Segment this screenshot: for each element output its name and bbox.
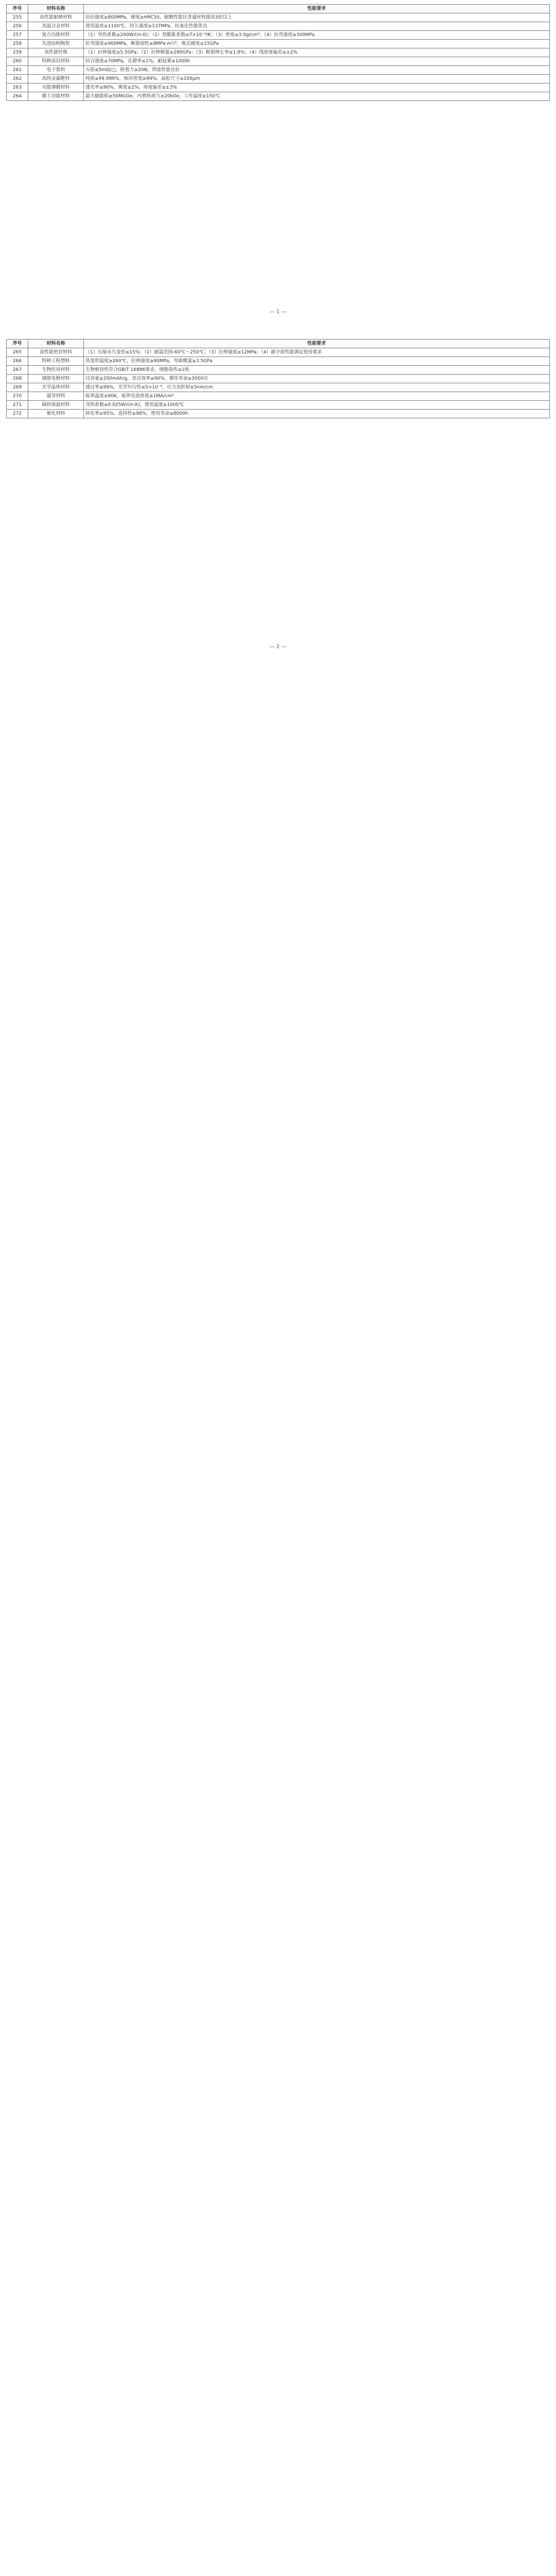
table-row: 261 电子浆料 方阻≤5mΩ/□，附着力≥20N，焊接性能良好: [7, 66, 550, 75]
spec-table-1: [6, 4, 550, 101]
table-row: 256 高温合金材料 使用温度≥1100℃，持久强度≥137MPa，抗氧化性能优良: [7, 22, 550, 31]
table-row: 264 稀土功能材料 最大磁能积≥50MGOe，内禀矫顽力≥20kOe，工作温度≥150℃: [7, 92, 550, 101]
table-row: 263 功能薄膜材料 透光率≥90%，雾度≤1%，厚度偏差≤±3%: [7, 83, 550, 92]
page-number: — 1 —: [269, 309, 287, 315]
table-row: 268 储能电极材料 比容量≥200mAh/g，首次效率≥90%，循环寿命≥3000次: [7, 375, 550, 383]
table-row: 269 光学晶体材料 透过率≥99%，光学均匀性≤5×10⁻⁶，应力双折射≤5nm/cm: [7, 383, 550, 392]
table-header-row: [7, 5, 550, 13]
table-row: 265 高性能密封材料 （1）压缩永久变形≤15%；（2）耐温范围-60℃～250℃；（3）拉伸强度≥12MPa；（4）耐介质性能满足使用要求: [7, 348, 550, 357]
header-req: 性能要求: [84, 340, 550, 348]
table-row: 266 特种工程塑料 热变形温度≥260℃，拉伸强度≥90MPa，弯曲模量≥3.5GPa: [7, 357, 550, 366]
table-header-row: [7, 340, 550, 348]
table-row: 272 催化材料 转化率≥95%，选择性≥98%，使用寿命≥8000h: [7, 410, 550, 418]
table-row: 260 特种涂层材料 结合强度≥70MPa，孔隙率≤1%，耐盐雾≥1000h: [7, 57, 550, 66]
header-no: 序号: [7, 5, 28, 13]
header-req: 性能要求: [84, 5, 550, 13]
table-row: 262 高纯金属靶材 纯度≥99.999%，相对密度≥99%，晶粒尺寸≤100μm: [7, 75, 550, 83]
spec-table-2: [6, 339, 550, 418]
table-row: 257 复合功能材料 （1）导热系数≥200W/(m·K)；（2）热膨胀系数≤7×10⁻⁶/K；（3）密度≤3.0g/cm³；（4）抗弯强度≥300MPa: [7, 31, 550, 40]
page-number: — 2 —: [269, 644, 287, 650]
header-name: 材料名称: [28, 5, 84, 13]
header-no: 序号: [7, 340, 28, 348]
table-row: 270 超导材料 临界温度≥90K，临界电流密度≥1MA/cm²: [7, 392, 550, 401]
table-row: 259 高性能纤维 （1）拉伸强度≥5.5GPa；（2）拉伸模量≥290GPa；（3）断裂伸长率≥1.8%；（4）线密度偏差≤±2%: [7, 48, 550, 57]
table-row: 255 高性能耐磨材料 抗拉强度≥800MPa，硬度≥HRC50，耐磨性能比普通材料提高3倍以上: [7, 13, 550, 22]
table-row: 271 隔热保温材料 导热系数≤0.025W/(m·K)，使用温度≥1000℃: [7, 401, 550, 410]
header-name: 材料名称: [28, 340, 84, 348]
table-row: 258 先进结构陶瓷 抗弯强度≥900MPa，断裂韧性≥8MPa·m¹/²，维氏硬度≥15GPa: [7, 40, 550, 48]
table-row: 267 生物医用材料 生物相容性符合GB/T 16886要求，细胞毒性≤1级: [7, 366, 550, 375]
